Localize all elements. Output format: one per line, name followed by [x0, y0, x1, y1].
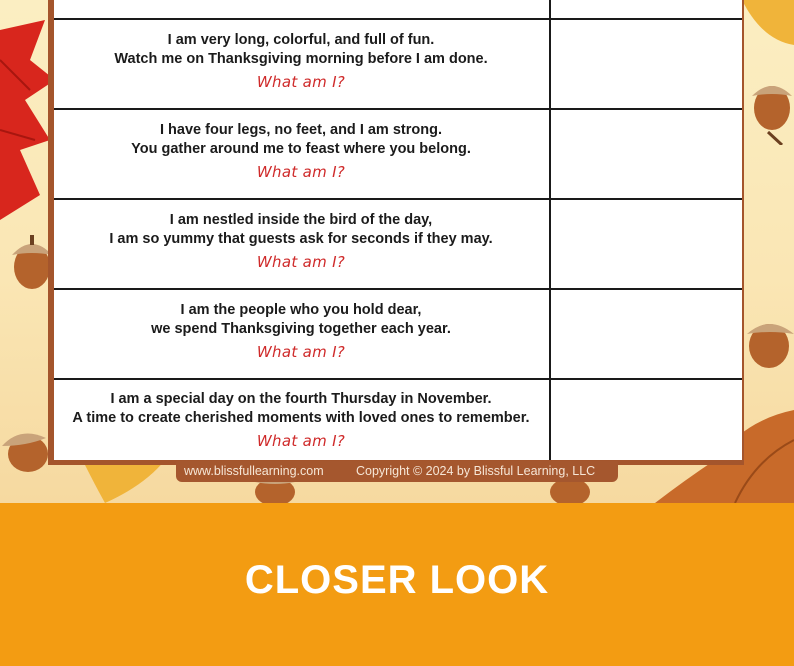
riddle-line: I am the people who you hold dear, [180, 302, 422, 318]
riddle-line: we spend Thanksgiving together each year. [151, 321, 451, 337]
riddle-line: I am a special day on the fourth Thursday in November. [110, 391, 492, 407]
acorn-icon [748, 70, 794, 145]
closer-look-banner [0, 503, 794, 666]
riddle-question: What am I? [256, 253, 346, 271]
riddle-question: What am I? [256, 163, 346, 181]
riddle-question: What am I? [256, 73, 346, 91]
riddle-4 [54, 301, 548, 363]
riddle-question: What am I? [256, 432, 346, 450]
riddle-line: I have four legs, no feet, and I am strong. [160, 122, 442, 138]
riddle-line: I am nestled inside the bird of the day, [169, 212, 433, 228]
acorn-icon [0, 420, 52, 480]
riddle-1 [54, 31, 548, 93]
riddle-line: I am very long, colorful, and full of fun. [167, 32, 435, 48]
banner-title: CLOSER LOOK [244, 558, 550, 602]
footer-copyright: Copyright © 2024 by Blissful Learning, LLC [356, 464, 596, 478]
riddle-line: A time to create cherished moments with loved ones to remember. [72, 410, 530, 426]
riddle-line: You gather around me to feast where you belong. [131, 141, 471, 157]
riddle-line: I am so yummy that guests ask for seconds if they may. [109, 231, 493, 247]
acorn-icon [745, 310, 794, 375]
worksheet-footer [176, 461, 618, 482]
riddle-5 [54, 390, 548, 452]
riddle-table [54, 0, 742, 460]
riddle-line: Watch me on Thanksgiving morning before I am done. [114, 51, 488, 67]
riddle-2 [54, 121, 548, 183]
yellow-leaf-icon [742, 0, 794, 50]
riddle-question: What am I? [256, 343, 346, 361]
footer-website: www.blissfullearning.com [184, 464, 324, 478]
riddle-3 [54, 211, 548, 273]
